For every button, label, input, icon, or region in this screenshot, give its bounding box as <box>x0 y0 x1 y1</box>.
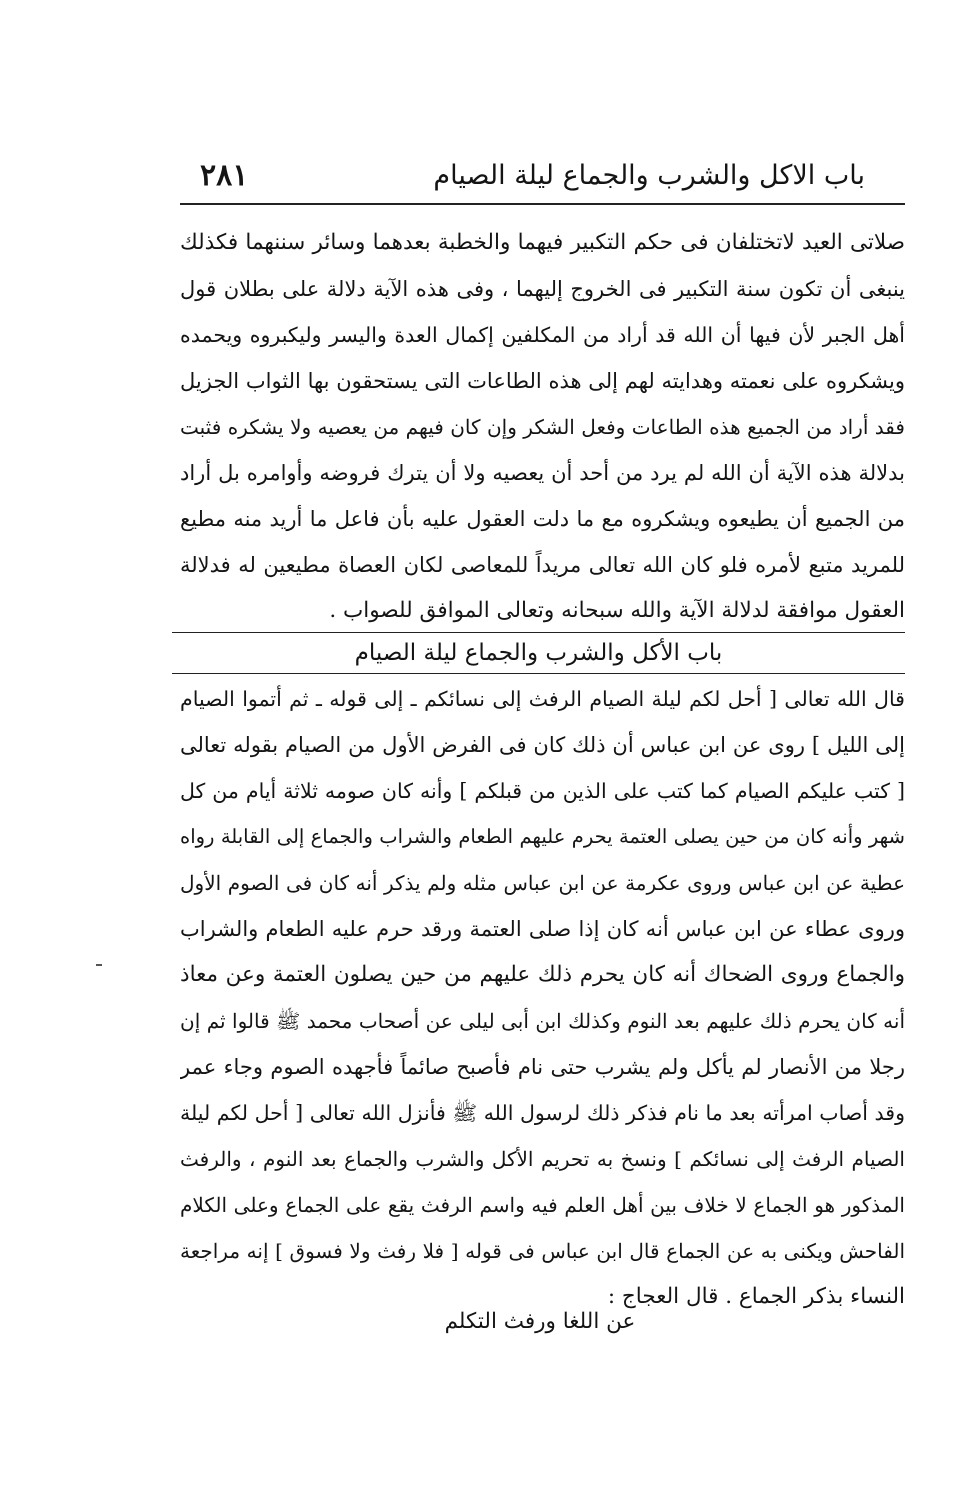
page-number: ٢٨١ <box>200 158 249 193</box>
text-line: صلاتى العيد لاتختلفان فى حكم التكبير فيهما والخطبة بعدهما وسائر سننهما فكذلك <box>180 230 905 255</box>
text-line: ينبغى أن تكون سنة التكبير فى الخروج إليهما ، وفى هذه الآية دلالة على بطلان قول <box>180 277 905 301</box>
text-line: الفاحش ويكنى به عن الجماع قال ابن عباس فى قوله [ فلا رفث ولا فسوق ] إنه مراجعة <box>180 1239 905 1263</box>
paragraph-continued <box>180 220 905 634</box>
text-line: ويشكروه على نعمته وهدايته لهم إلى هذه الطاعات التى يستحقون بها الثواب الجزيل <box>180 369 905 393</box>
text-line: بدلالة هذه الآية أن الله لم يرد من أحد أن يعصيه ولا أن يترك فروضه وأوامره بل أراد <box>180 461 905 485</box>
text-line: شهر وأنه كان من حين يصلى العتمة يحرم عليهم الطعام والشراب والجماع إلى القابلة رواه <box>180 825 905 848</box>
text-line: والجماع وروى الضحاك أنه كان يحرم ذلك عليهم من حين يصلون العتمة وعن معاذ <box>180 962 905 987</box>
text-line: أهل الجبر لأن فيها أن الله قد أراد من المكلفين إكمال العدة واليسر وليكبروه ويحمده <box>180 323 905 347</box>
text-line: العقول موافقة لدلالة الآية والله سبحانه وتعالى الموافق للصواب . <box>329 598 905 623</box>
paragraph-section <box>180 676 905 1320</box>
text-line: الصيام الرفث إلى نسائكم ] ونسخ به تحريم الأكل والشرب والجماع بعد النوم ، والرفث <box>180 1147 905 1171</box>
running-title: باب الاكل والشرب والجماع ليلة الصيام <box>433 160 865 191</box>
running-head <box>180 150 905 202</box>
verse-line: عن اللغا ورفث التكلم <box>444 1309 636 1334</box>
text-line: قال الله تعالى [ أحل لكم ليلة الصيام الرفث إلى نسائكم ـ إلى قوله ـ ثم أتموا الصيام <box>180 687 905 711</box>
text-line: للمريد متبع لأمره فلو كان الله تعالى مريداً للمعاصى لكان العصاة مطيعين له فدلالة <box>180 553 905 577</box>
text-line: وروى عطاء عن ابن عباس أنه كان إذا صلى العتمة ورقد حرم عليه الطعام والشراب <box>180 917 905 941</box>
section-heading: باب الأكل والشرب والجماع ليلة الصيام <box>354 640 723 666</box>
text-line: من الجميع أن يطيعوه ويشكروه مع ما دلت العقول عليه بأن فاعل ما أريد منه مطيع <box>180 507 905 531</box>
text-line: النساء بذكر الجماع . قال العجاج : <box>607 1284 905 1309</box>
text-line: رجلا من الأنصار لم يأكل ولم يشرب حتى نام فأصبح صائماً فأجهده الصوم وجاء عمر <box>180 1055 905 1079</box>
header-rule <box>180 203 905 205</box>
text-line: وقد أصاب امرأته بعد ما نام فذكر ذلك لرسول الله ﷺ فأنزل الله تعالى [ أحل لكم ليلة <box>180 1101 905 1125</box>
scan-speck <box>96 964 102 966</box>
text-line: عطية عن ابن عباس وروى عكرمة عن ابن عباس مثله ولم يذكر أنه كان فى الصوم الأول <box>180 871 905 895</box>
text-line: إلى الليل ] روى عن ابن عباس أن ذلك كان فى الفرض الأول من الصيام بقوله تعالى <box>180 733 905 757</box>
text-line: فقد أراد من الجميع هذه الطاعات وفعل الشكر وإن كان فيهم من يعصيه ولا يشكره فثبت <box>180 415 905 439</box>
text-line: [ كتب عليكم الصيام كما كتب على الذين من قبلكم ] وأنه كان صومه ثلاثة أيام من كل <box>180 779 905 803</box>
section-rule-bottom <box>172 673 905 674</box>
text-line: أنه كان يحرم ذلك عليهم بعد النوم وكذلك ابن أبى ليلى عن أصحاب محمد ﷺ قالوا ثم إن <box>180 1009 905 1033</box>
text-line: المذكور هو الجماع لا خلاف بين أهل العلم فيه واسم الرفث يقع على الجماع وعلى الكلام <box>180 1193 905 1217</box>
